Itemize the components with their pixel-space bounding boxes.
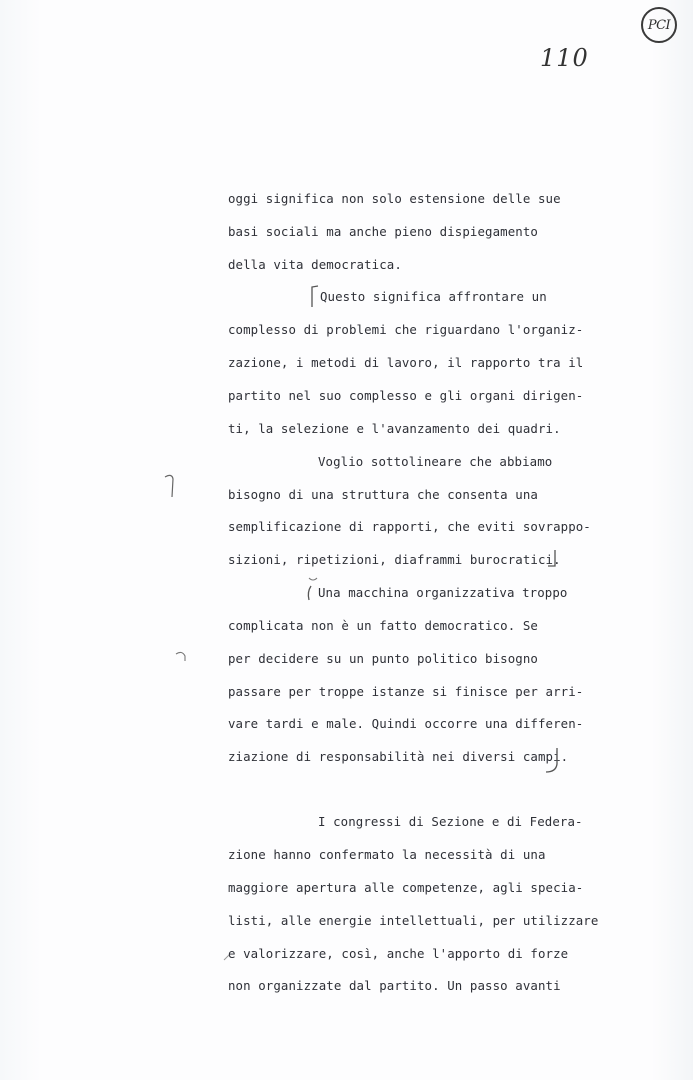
page-number: 110 — [540, 44, 589, 72]
bracket-open-mark — [308, 586, 311, 600]
text-line: e valorizzare, così, anche l'apporto di forze — [228, 946, 569, 961]
text-line: bisogno di una struttura che consenta una — [228, 487, 538, 502]
bracket-close-mark — [546, 748, 557, 772]
text-line: passare per troppe istanze si finisce per arri- — [228, 684, 584, 699]
bracket-open-mark — [312, 286, 318, 307]
text-line: maggiore apertura alle competenze, agli specia- — [228, 880, 584, 895]
text-line: per decidere su un punto politico bisogno — [228, 651, 538, 666]
text-line: listi, alle energie intellettuali, per utilizzare — [228, 913, 599, 928]
bracket-close-mark — [548, 550, 555, 566]
archive-stamp: PCI — [641, 7, 677, 43]
text-line: della vita democratica. — [228, 257, 402, 272]
margin-mark — [176, 652, 185, 661]
text-line: vare tardi e male. Quindi occorre una differen- — [228, 716, 584, 731]
text-line: zione hanno confermato la necessità di una — [228, 847, 546, 862]
tick-mark — [224, 955, 229, 960]
text-line: Voglio sottolineare che abbiamo — [318, 454, 553, 469]
text-line: non organizzate dal partito. Un passo avanti — [228, 978, 561, 993]
text-line: Questo significa affrontare un — [320, 289, 547, 304]
text-line: complicata non è un fatto democratico. Se — [228, 618, 538, 633]
text-line: Una macchina organizzativa troppo — [318, 585, 568, 600]
text-line: I congressi di Sezione e di Federa- — [318, 814, 583, 829]
text-line: partito nel suo complesso e gli organi dirigen- — [228, 388, 584, 403]
text-line: oggi significa non solo estensione delle sue — [228, 191, 561, 206]
text-line: ti, la selezione e l'avanzamento dei quadri. — [228, 421, 561, 436]
text-line: semplificazione di rapporti, che eviti sovrappo- — [228, 519, 591, 534]
text-line: zazione, i metodi di lavoro, il rapporto tra il — [228, 355, 584, 370]
text-line: sizioni, ripetizioni, diaframmi burocratici. — [228, 552, 561, 567]
text-line: basi sociali ma anche pieno dispiegamento — [228, 224, 538, 239]
margin-mark — [165, 475, 173, 497]
text-line: ziazione di responsabilità nei diversi campi. — [228, 749, 569, 764]
caret-mark — [309, 578, 317, 580]
text-line: complesso di problemi che riguardano l'organiz- — [228, 322, 584, 337]
